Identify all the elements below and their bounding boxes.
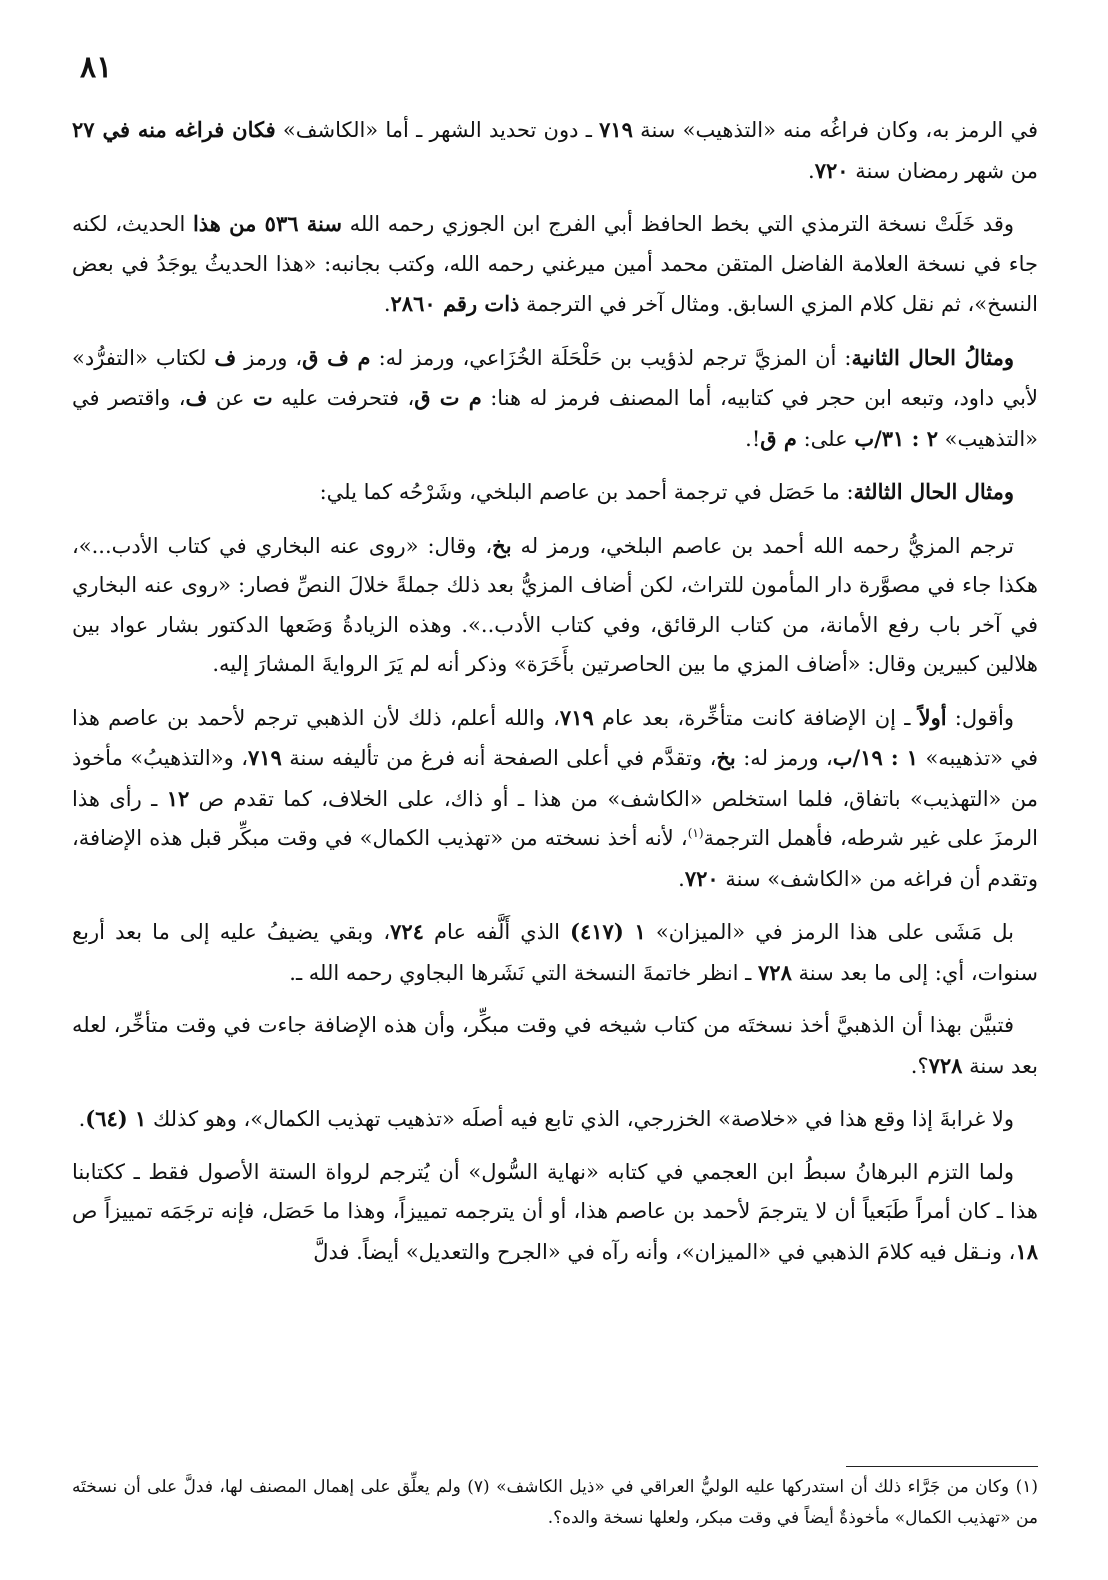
bold-text-run: ٧١٩: [559, 704, 594, 730]
text-run: ـ انظر خاتمةَ النسخة التي نَشَرها البجاوي رحمه الله ـ.: [289, 960, 759, 985]
text-run: .: [678, 866, 685, 891]
text-run: ـ دون تحديد الشهر ـ أما «الكاشف»: [275, 118, 600, 142]
text-run: ، لأنه أخذ نسخته من «تهذيب الكمال» في وقت مبكِّر قبل هذه الإضافة، وتقدم أن فراغه من «الكاشف» سنة: [72, 826, 1038, 891]
text-run: ، و«التذهيبُ» مأخوذ من «التهذيب» باتفاق، فلما استخلص «الكاشف» من هذا ـ أو ذاك، على الخلاف، كما تقدم ص: [72, 746, 1039, 811]
text-run: ، وقال: «روى عنه البخاري في كتاب الأدب...»، هكذا جاء في مصوَّرة دار المأمون للتراث، لكن أضاف المزيُّ بعد ذلك جملةً خلالَ النصِّ فصار: «روى عنه البخاري في آخر باب رفع الأمانة، من كتاب الرقائق، وفي كتاب الأدب..». وهذه الزيادةُ وَضَعها الدكتور بشار عواد بين هلالين كبيرين وقال: «أضاف المزي ما بين الحاصرتين بأَخَرَة» وذكر أنه لم يَرَ الروايةَ المشارَ إليه.: [72, 533, 1038, 676]
text-run: ولما التزم البرهانُ سبطُ ابن العجمي في كتابه «نهاية السُّول» أن يُترجم لرواة الستة الأصول فقط ـ ككتابنا هذا ـ كان أمراً طَبَعياً أن لا يترجمَ لأحمد بن عاصم هذا، أو أن يترجمه تمييزاً، وهذا ما حَصَل، فإنه ترجَمَه تمييزاً ص: [72, 1159, 1038, 1223]
page-number: ٨١: [80, 50, 113, 85]
footnote-marker: (١): [687, 826, 704, 840]
bold-text-run: ت: [252, 385, 273, 410]
bold-text-run: ومثال الحال الثالثة: [853, 479, 1014, 504]
bold-text-run: ف: [185, 385, 208, 410]
text-run: ترجم المزيُّ رحمه الله أحمد بن عاصم البلخي، ورمز له: [511, 533, 1015, 558]
text-run: .: [383, 292, 391, 316]
text-run: ، وتقدَّم في أعلى الصفحة أنه فرغ من تأليفه سنة: [281, 746, 717, 770]
paragraph: [72, 1099, 1038, 1140]
paragraph: [72, 110, 1038, 191]
text-run: بل مَشَى على هذا الرمز في «الميزان»: [645, 920, 1014, 944]
text-run: ، ورمز: [236, 345, 303, 370]
text-run: ـ رأى هذا الرمزَ على غير شرطه، فأهمل الترجمة: [72, 786, 1038, 850]
bold-text-run: بخ: [716, 745, 736, 770]
bold-text-run: أولاً: [918, 704, 947, 730]
paragraph: [72, 338, 1038, 460]
text-run: ، ونـقل فيه كلامَ الذهبي في «الميزان»، وأنه رآه في «الجرح والتعديل» أيضاً. فدلَّ: [313, 1239, 1016, 1264]
bold-text-run: ١٨: [1015, 1238, 1038, 1264]
text-run: وقد خَلَتْ نسخة الترمذي التي بخط الحافظ أبي الفرج ابن الجوزي رحمه الله: [342, 212, 1014, 236]
bold-text-run: ٧٢٤: [390, 919, 424, 944]
bold-text-run: ومثالُ الحال الثانية: [851, 344, 1015, 370]
text-run: .: [808, 158, 815, 183]
bold-text-run: سنة ٥٣٦ من هذا: [192, 211, 342, 236]
bold-text-run: ٧١٩: [247, 745, 282, 770]
paragraph: [72, 472, 1038, 513]
text-run: من شهر رمضان سنة: [848, 158, 1038, 183]
bold-text-run: ٢ : ٣١/ب: [854, 425, 938, 451]
bold-text-run: ١ (٦٤): [85, 1106, 147, 1131]
text-run: وأقول:: [946, 705, 1015, 730]
text-run: ؟.: [910, 1053, 929, 1078]
paragraph: [72, 204, 1038, 325]
bold-text-run: ٧٢٠: [814, 157, 849, 183]
text-run: ، واقتصر في «التذهيب»: [72, 386, 1038, 451]
bold-text-run: ذات رقم ٢٨٦٠: [390, 291, 520, 316]
text-run: الذي أَلَّفه عام: [423, 920, 571, 944]
paragraph: [72, 912, 1038, 993]
bold-text-run: ١٢: [166, 785, 190, 811]
bold-text-run: ف: [214, 344, 237, 370]
bold-text-run: م ف ق: [302, 344, 371, 370]
footnote-divider: [846, 1466, 1038, 1467]
bold-text-run: فكان فراغه منه في ٢٧: [72, 117, 276, 142]
text-run: ، ورمز له:: [735, 746, 833, 770]
text-run: ، فتحرفت عليه: [272, 386, 415, 410]
footnote: (١) وكان من جَرَّاء ذلك أن استدركها عليه الوليُّ العراقي في «ذيل الكاشف» (٧) ولم يعلِّق على إهمال المصنف لها، فدلَّ على أن نسختَه من «تهذيب الكمال» مأخوذةٌ أيضاً في وقت مبكر، ولعلها نسخة والده؟.: [72, 1477, 1038, 1528]
text-run: : أن المزيَّ ترجم لذؤيب بن حَلْحَلَة الخُزَاعي، ورمز له:: [370, 345, 852, 370]
text-run: لكتاب «التفرُّد» لأبي داود، وتبعه ابن حجر في كتابيه، أما المصنف فرمز له هنا:: [72, 345, 1038, 410]
bold-text-run: ٧٢٠: [684, 865, 719, 891]
bold-text-run: ٧٢٨: [928, 1052, 963, 1078]
body-text: [72, 110, 1038, 1285]
text-run: الحديث، لكنه جاء في نسخة العلامة الفاضل المتقن محمد أمين ميرغني رحمه الله، وكتب بجانبه: «هذا الحديثُ يوجَدُ في بعض النسخ»، ثم نقل كلام المزي السابق. ومثال آخر في الترجمة: [72, 212, 1038, 316]
bold-text-run: ٧٢٨: [758, 959, 792, 985]
text-run: فتبيَّن بهذا أن الذهبيَّ أخذ نسختَه من كتاب شيخه في وقت مبكِّر، وأن هذه الإضافة جاءت في وقت متأخِّر، لعله بعد سنة: [72, 1013, 1038, 1078]
text-run: ، وبقي يضيفُ عليه إلى ما بعد أربع سنوات، أي: إلى ما بعد سنة: [72, 920, 1038, 985]
paragraph: [72, 526, 1038, 685]
document-page: [72, 48, 1038, 1548]
text-run: عن: [207, 386, 253, 410]
bold-text-run: ٧١٩: [599, 117, 633, 142]
bold-text-run: ١ : ١٩/ب: [832, 745, 918, 770]
text-run: ، والله أعلم، ذلك لأن الذهبي ترجم لأحمد بن عاصم هذا في «تذهيبه»: [72, 705, 1039, 770]
bold-text-run: ١ (٤١٧): [570, 919, 646, 944]
text-run: .: [78, 1107, 86, 1131]
bold-text-run: بخ: [492, 532, 512, 558]
paragraph: [72, 1006, 1038, 1086]
text-run: !.: [745, 426, 761, 451]
text-run: على:: [796, 426, 855, 451]
paragraph: [72, 698, 1038, 900]
paragraph: [72, 1153, 1038, 1273]
bold-text-run: م ت ق: [414, 385, 482, 410]
text-run: : ما حَصَل في ترجمة أحمد بن عاصم البلخي، وشَرْحُه كما يلي:: [319, 480, 854, 504]
text-run: ـ إن الإضافة كانت متأخِّرة، بعد عام: [593, 705, 919, 730]
bold-text-run: م ق: [760, 425, 797, 451]
text-run: في الرمز به، وكان فراغُه منه «التذهيب» سنة: [632, 118, 1038, 142]
text-run: ولا غرابةَ إذا وقع هذا في «خلاصة» الخزرجي، الذي تابع فيه أصلَه «تذهيب تهذيب الكمال»، وهو كذلك: [146, 1107, 1014, 1131]
